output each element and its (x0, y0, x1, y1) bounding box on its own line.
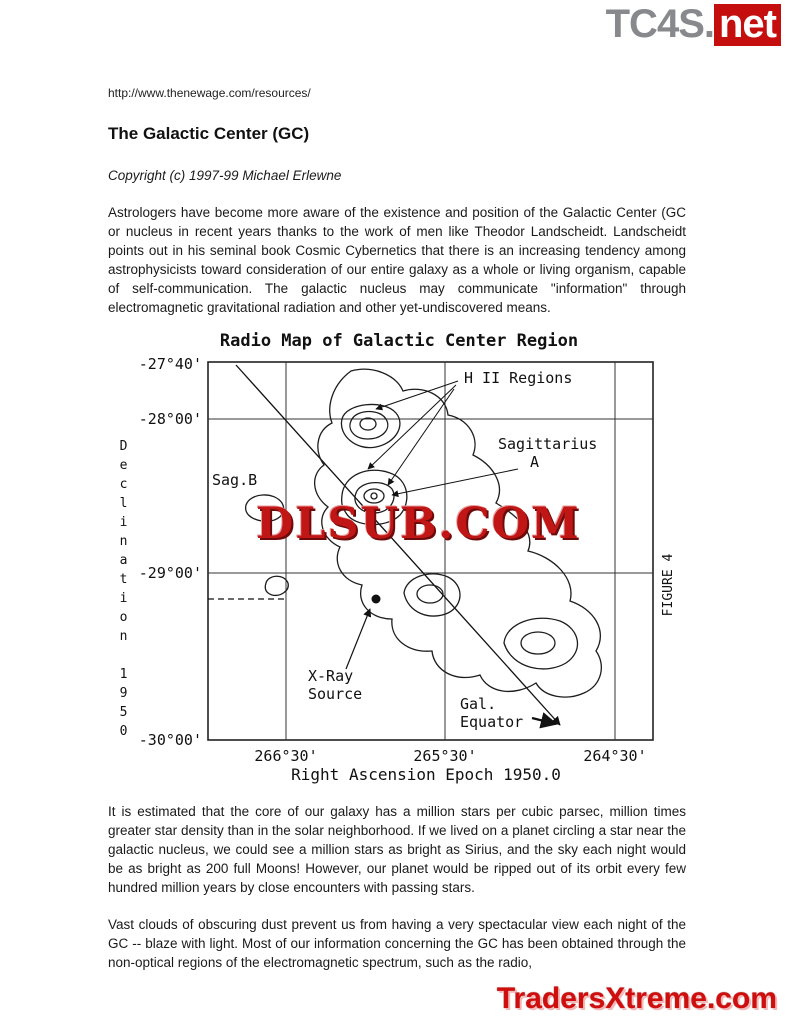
radio-map-chart (108, 357, 690, 785)
xtick-26630: 266°30' (254, 747, 318, 765)
footer-site-banner[interactable]: TradersXtreme.com (496, 982, 777, 1015)
gal-equator-label-line1: Gal. (460, 695, 497, 713)
ytick-3000: -30°00' (138, 731, 202, 749)
ytick-2900: -29°00' (138, 564, 202, 582)
paragraph-3: Vast clouds of obscuring dust prevent us from having a very spectacular view each night of the GC -- blaze with light. Most of our information concerning the GC has been obtained through the non-optical regions of the electromagnetic spectrum, such as the radio, (108, 917, 686, 970)
gal-equator-pointer-arrow (532, 718, 556, 724)
ytick-2800: -28°00' (138, 410, 202, 428)
figure-number: FIGURE 4 (661, 553, 676, 617)
source-url: http://www.thenewage.com/resources/ (108, 86, 311, 100)
paragraph-2: It is estimated that the core of our galaxy has a million stars per cubic parsec, million times greater star density than in the solar neighborhood. If we lived on a planet circling a star near the galactic nucleus, we could see a million stars as bright as Sirius, and the sky each night would be as bright as 200 full Moons! However, our planet would be ripped out of its orbit every few hundred million years by close encounters with passing stars. (108, 804, 686, 895)
xtick-26430: 264°30' (583, 747, 647, 765)
gal-equator-label-line2: Equator (460, 713, 524, 731)
site-logo-dot: . (703, 2, 714, 46)
radio-map-figure (108, 331, 690, 790)
xray-arrow (346, 609, 370, 669)
page-title: The Galactic Center (GC) (108, 124, 310, 143)
figure-title: Radio Map of Galactic Center Region (219, 331, 579, 351)
document-body (108, 86, 686, 972)
y-axis-label: Declination 1950 (116, 439, 131, 743)
ytick-2740: -27°40' (138, 357, 202, 373)
site-logo-tld: net (714, 4, 781, 46)
hii-regions-label: H II Regions (464, 369, 573, 387)
xray-source-dot (372, 595, 381, 604)
site-logo[interactable] (606, 2, 781, 46)
xtick-26530: 265°30' (413, 747, 477, 765)
site-logo-main: TC4S (605, 2, 704, 46)
sagittarius-a-label-line1: Sagittarius (498, 435, 598, 453)
xray-label-line1: X-Ray (308, 667, 354, 685)
xray-label-line2: Source (308, 685, 363, 703)
dlsub-watermark: DLSUB.COM (256, 499, 581, 549)
sagittarius-a-label-line2: A (530, 453, 540, 471)
paragraph-1: Astrologers have become more aware of the existence and position of the Galactic Center (GC or nucleus in recent years thanks to the work of men like Theodor Landscheidt. Landscheidt points out in his seminal book Cosmic Cybernetics that there is an increasing tendency among astrophysicists toward consideration of our entire galaxy as a whole or living organism, capable of self-communication. The galactic nucleus may communicate "information" through electromagnetic gravitational radiation and other yet-undiscovered means. (108, 205, 686, 315)
x-axis-label: Right Ascension Epoch 1950.0 (291, 765, 561, 784)
copyright-line: Copyright (c) 1997-99 Michael Erlewne (108, 168, 342, 183)
sag-b-label: Sag.B (212, 471, 258, 489)
